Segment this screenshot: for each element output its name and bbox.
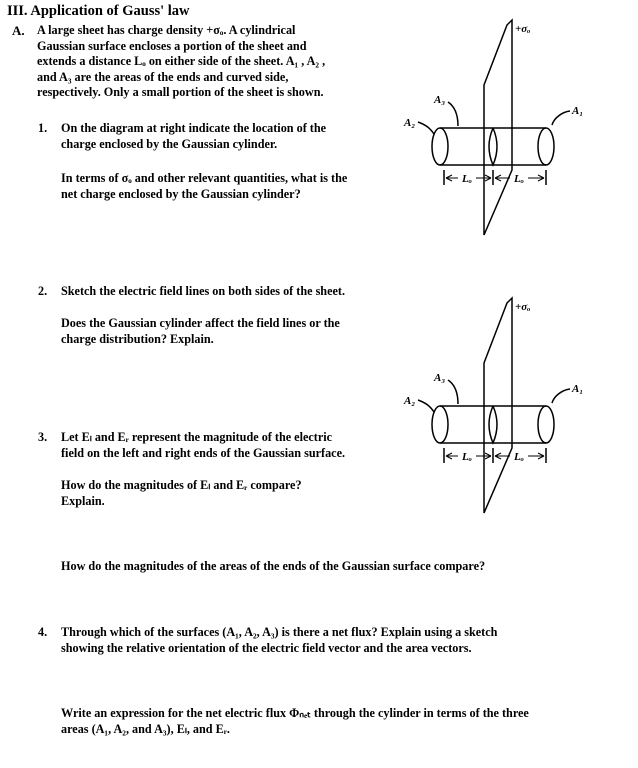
question-line: field on the left and right ends of the Gaussian surface.: [61, 445, 346, 460]
leader-a1: [552, 389, 570, 403]
label-a3: A₃: [434, 94, 446, 106]
question-line: Through which of the surfaces (A₁, A₂, A₃) is there a net flux? Explain using a sketch: [61, 625, 498, 639]
question-3-followup: [61, 478, 391, 509]
leader-a3: [448, 102, 458, 126]
question-3-number: 3.: [38, 430, 48, 444]
intro-line: and A₃ are the areas of the ends and curved side,: [37, 69, 289, 84]
length-arrow-left: [446, 453, 458, 459]
cylinder-end-right: [538, 406, 554, 443]
question-line: In terms of σₒ and other relevant quantities, what is the: [61, 171, 348, 185]
question-line: areas (A₁, A₂, and A₃), Eₗ, and Eᵣ.: [61, 721, 230, 736]
question-line: On the diagram at right indicate the location of the: [61, 121, 327, 135]
question-2-number: 2.: [38, 284, 48, 298]
question-line: How do the magnitudes of Eₗ and Eᵣ compare?: [61, 478, 302, 492]
length-label-left: Lₒ: [462, 451, 472, 463]
intro-line: extends a distance Lₒ on either side of the sheet. A₁ , A₂ ,: [37, 54, 326, 68]
question-line: Let Eₗ and Eᵣ represent the magnitude of the electric: [61, 430, 333, 444]
question-3-text: [61, 430, 396, 461]
charge-label: +σₒ: [515, 301, 531, 313]
intro-line: Gaussian surface encloses a portion of the sheet and: [37, 38, 307, 53]
question-line: Write an expression for the net electric flux Φₙₑₜ through the cylinder in terms of the three: [61, 706, 529, 720]
charge-label: +σₒ: [515, 23, 531, 35]
length-arrow-left: [446, 175, 458, 181]
leader-a1: [552, 111, 570, 125]
gaussian-cylinder-figure-1: [400, 10, 600, 250]
length-arrow-right: [528, 453, 544, 459]
question-line: charge distribution? Explain.: [61, 331, 214, 346]
question-line: showing the relative orientation of the electric field vector and the area vectors.: [61, 640, 472, 655]
cylinder-end-right: [538, 128, 554, 165]
cylinder-body: [440, 128, 546, 165]
intro-line: respectively. Only a small portion of the sheet is shown.: [37, 85, 324, 99]
length-arrow-right: [528, 175, 544, 181]
length-label-right: Lₒ: [514, 173, 524, 185]
label-a1: A₁: [572, 105, 584, 117]
part-a-label: A.: [12, 23, 25, 38]
label-a2: A₂: [404, 117, 416, 129]
leader-a2: [418, 122, 434, 134]
question-line: Explain.: [61, 493, 105, 508]
question-4-followup: [61, 706, 626, 737]
cylinder-body: [440, 406, 546, 443]
question-line: Does the Gaussian cylinder affect the field lines or the: [61, 316, 340, 330]
cylinder-slice: [489, 128, 497, 165]
question-1-number: 1.: [38, 121, 48, 135]
part-a-intro: [37, 23, 387, 101]
label-a1: A₁: [572, 383, 584, 395]
label-a2: A₂: [404, 395, 416, 407]
length-label-right: Lₒ: [514, 451, 524, 463]
question-1-followup: [61, 171, 391, 202]
leader-a3: [448, 380, 458, 404]
question-line: net charge enclosed by the Gaussian cylinder?: [61, 186, 301, 201]
question-2-text: [61, 284, 401, 300]
question-4-text: [61, 625, 621, 656]
question-3-extra: How do the magnitudes of the areas of the ends of the Gaussian surface compare?: [61, 559, 486, 573]
gaussian-cylinder-figure-2: [400, 288, 600, 528]
question-1-text: [61, 121, 391, 152]
length-label-left: Lₒ: [462, 173, 472, 185]
leader-a2: [418, 400, 434, 412]
question-line: Sketch the electric field lines on both sides of the sheet.: [61, 284, 346, 298]
question-2-followup: [61, 316, 391, 347]
question-4-number: 4.: [38, 625, 48, 639]
question-line: charge enclosed by the Gaussian cylinder.: [61, 136, 278, 151]
cylinder-slice: [489, 406, 497, 443]
section-title: III. Application of Gauss' law: [7, 3, 190, 19]
intro-line: A large sheet has charge density +σₒ. A cylindrical: [37, 23, 296, 37]
label-a3: A₃: [434, 372, 446, 384]
